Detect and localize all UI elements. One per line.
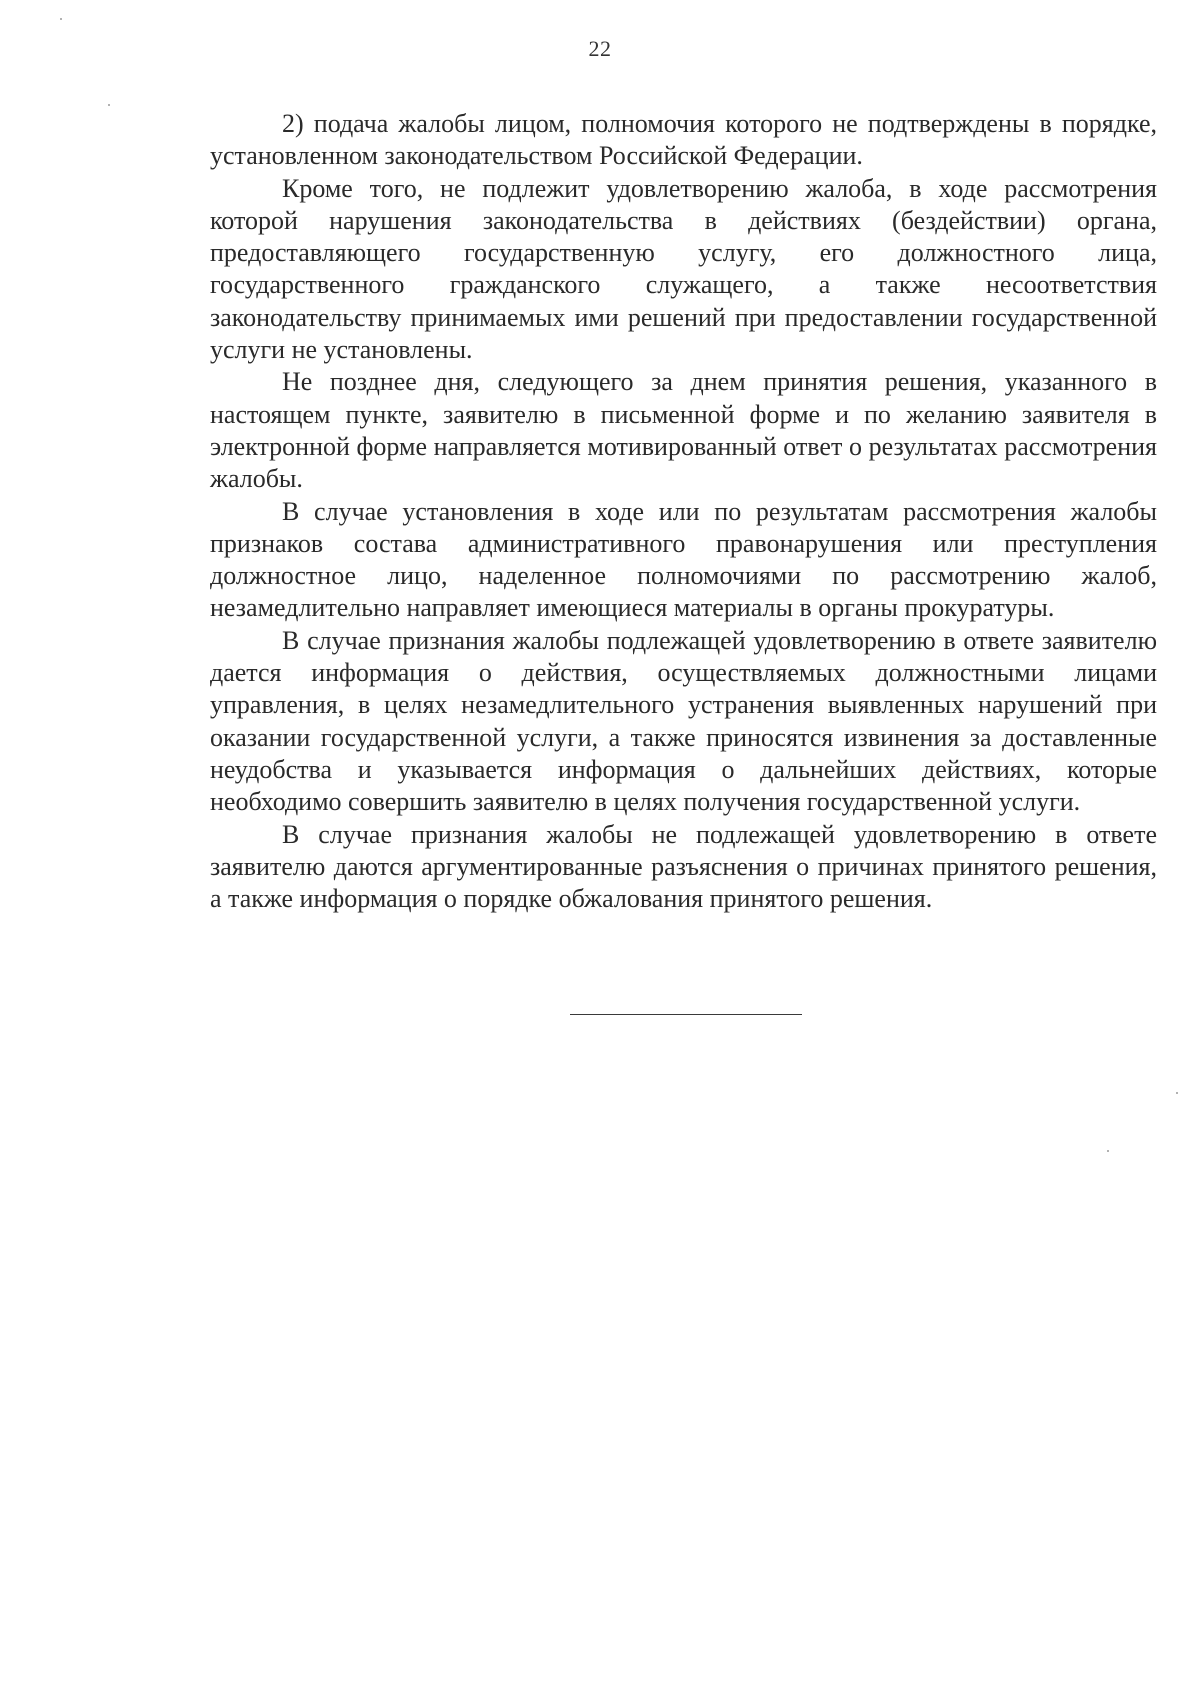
closing-horizontal-rule xyxy=(570,1014,802,1015)
paragraph-complaint-not-satisfied: Кроме того, не подлежит удовлетворению жалоба, в ходе рассмотрения которой нарушения законодательства в действиях (бездействии) органа, предоставляющего государственную услугу, его должностного лица, государственного гражданского служащего, а также несоответствия законодательству принимаемых ими решений при предоставлении государственной услуги не установлены. xyxy=(210,173,1157,365)
page-number: 22 xyxy=(588,36,612,61)
paragraph-reasoned-response: Не позднее дня, следующего за днем принятия решения, указанного в настоящем пункте, заявителю в письменной форме и по желанию заявителя в электронной форме направляется мотивированный ответ о результатах рассмотрения жалобы. xyxy=(210,367,1157,494)
paragraph-complaint-filed-by-unauthorized-person: 2) подача жалобы лицом, полномочия которого не подтверждены в порядке, установленном законодательством Российской Федерации. xyxy=(210,109,1157,171)
paragraph-complaint-satisfied: В случае признания жалобы подлежащей удовлетворению в ответе заявителю дается информация о действия, осуществляемых должностными лицами управления, в целях незамедлительного устранения выявленных нарушений при оказании государственной услуги, а также приносятся извинения за доставленные неудобства и указывается информация о дальнейших действиях, которые необходимо совершить заявителю в целях получения государственной услуги. xyxy=(210,625,1157,817)
scan-speck xyxy=(60,18,62,20)
paragraph-complaint-rejected: В случае признания жалобы не подлежащей удовлетворению в ответе заявителю даются аргументированные разъяснения о причинах принятого решения, а также информация о порядке обжалования принятого решения. xyxy=(210,819,1157,914)
document-body xyxy=(210,108,1157,915)
scan-speck xyxy=(1176,1092,1178,1094)
scan-speck xyxy=(108,104,110,106)
scan-speck xyxy=(1107,1150,1109,1152)
paragraph-administrative-offense: В случае установления в ходе или по результатам рассмотрения жалобы признаков состава административного правонарушения или преступления должностное лицо, наделенное полномочиями по рассмотрению жалоб, незамедлительно направляет имеющиеся материалы в органы прокуратуры. xyxy=(210,496,1157,623)
